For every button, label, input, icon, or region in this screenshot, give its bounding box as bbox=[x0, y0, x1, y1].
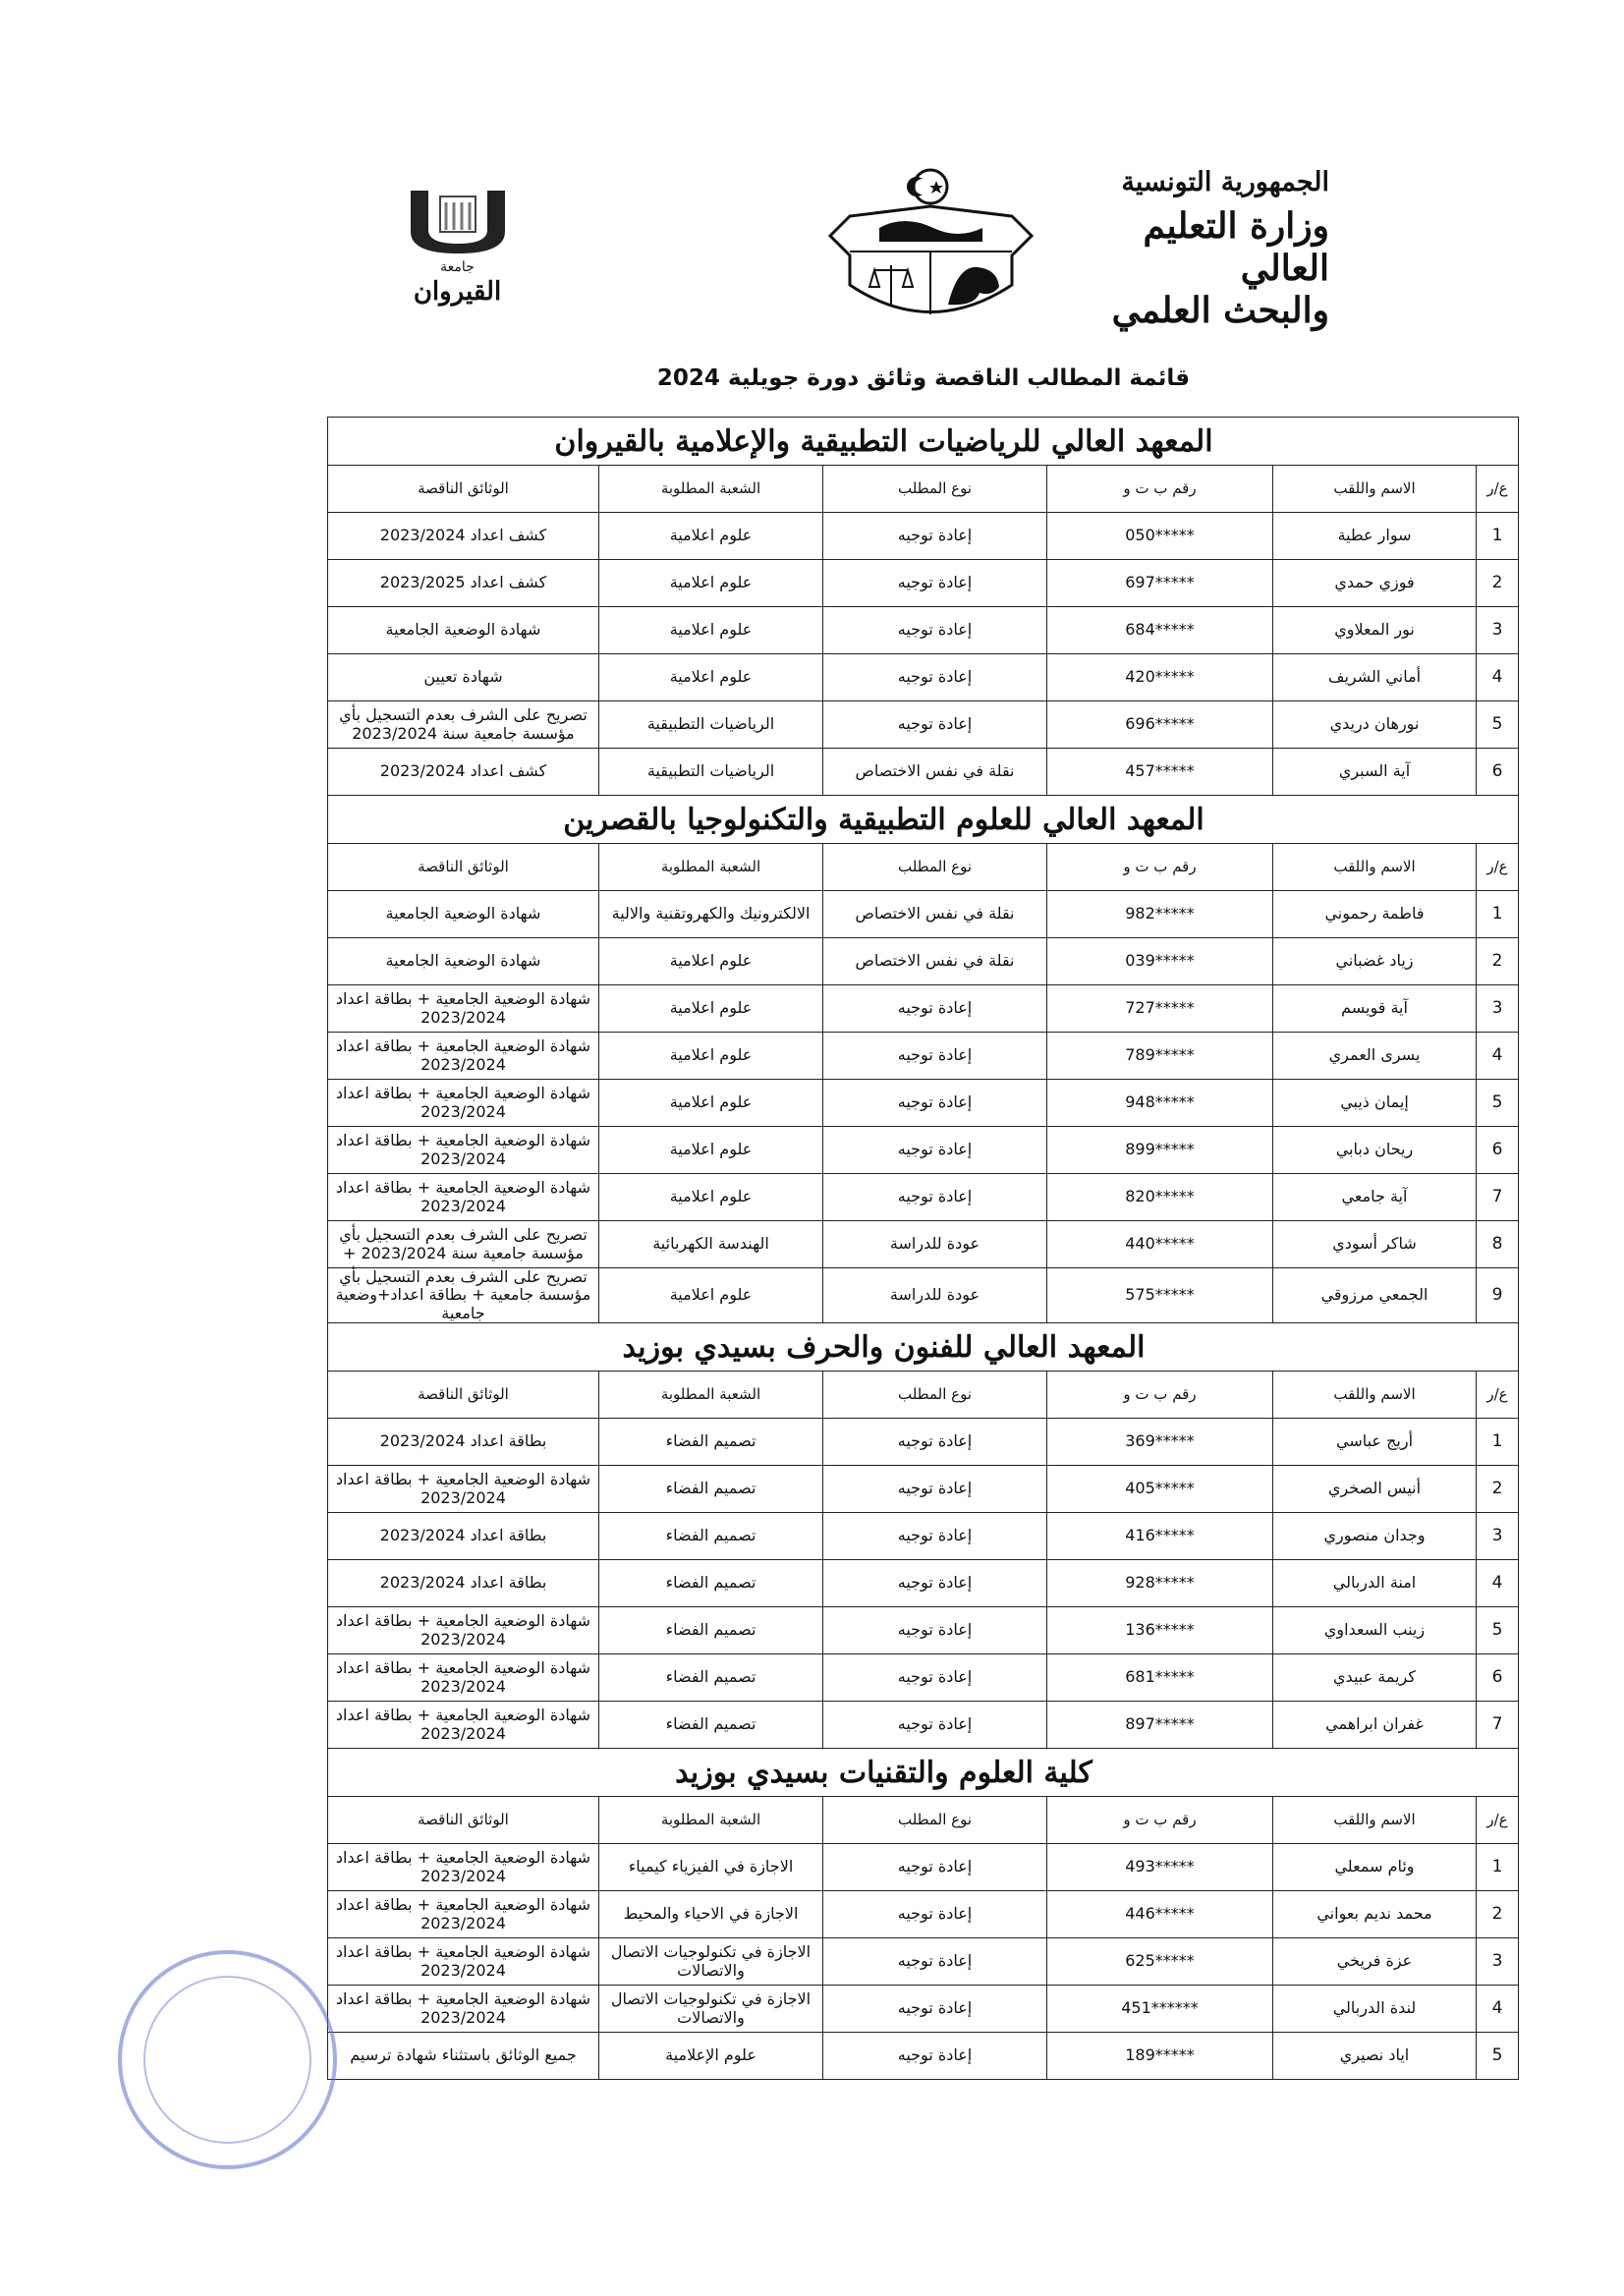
cell-name: ريحان دبابي bbox=[1273, 1127, 1477, 1174]
cell-docs: شهادة الوضعية الجامعية bbox=[327, 891, 598, 938]
cell-id: *****457 bbox=[1047, 749, 1273, 796]
cell-id: *****899 bbox=[1047, 1127, 1273, 1174]
cell-type: إعادة توجيه bbox=[823, 1560, 1047, 1607]
institution-name-text: المعهد العالي للرياضيات التطبيقية والإعلامية بالقيروان bbox=[554, 423, 1213, 459]
table-row bbox=[327, 701, 1518, 749]
cell-docs: شهادة الوضعية الجامعية + بطاقة اعداد 2023/2024 bbox=[327, 1466, 598, 1513]
cell-type: إعادة توجيه bbox=[823, 1419, 1047, 1466]
cell-id: *****420 bbox=[1047, 654, 1273, 701]
column-header-num: ع/ر bbox=[1477, 1372, 1519, 1419]
cell-type: إعادة توجيه bbox=[823, 560, 1047, 607]
column-header-docs: الوثائق الناقصة bbox=[327, 1797, 598, 1844]
cell-name: فاطمة رحموني bbox=[1273, 891, 1477, 938]
cell-name: محمد نديم بعواني bbox=[1273, 1891, 1477, 1938]
cell-docs: تصريح على الشرف بعدم التسجيل بأي مؤسسة جامعية سنة 2023/2024 + bbox=[327, 1221, 598, 1268]
cell-num: 6 bbox=[1477, 1654, 1519, 1702]
column-header-name: الاسم واللقب bbox=[1273, 844, 1477, 891]
official-stamp bbox=[118, 1950, 337, 2169]
cell-branch: تصميم الفضاء bbox=[599, 1702, 823, 1749]
column-header-num: ع/ر bbox=[1477, 466, 1519, 513]
cell-type: إعادة توجيه bbox=[823, 1174, 1047, 1221]
cell-name: نور المعلاوي bbox=[1273, 607, 1477, 654]
cell-id: *****575 bbox=[1047, 1268, 1273, 1323]
cell-type: إعادة توجيه bbox=[823, 1607, 1047, 1654]
cell-branch: علوم اعلامية bbox=[599, 513, 823, 560]
column-header-branch: الشعبة المطلوبة bbox=[599, 1797, 823, 1844]
republic-label: الجمهورية التونسية bbox=[1121, 167, 1329, 197]
cell-name: آية السبري bbox=[1273, 749, 1477, 796]
cell-branch: الرياضيات التطبيقية bbox=[599, 701, 823, 749]
cell-num: 4 bbox=[1477, 1986, 1519, 2033]
cell-type: إعادة توجيه bbox=[823, 2033, 1047, 2080]
requests-sheet bbox=[328, 417, 1519, 2080]
cell-branch: الاجازة في تكنولوجيات الاتصال والاتصالات bbox=[599, 1986, 823, 2033]
cell-docs: شهادة الوضعية الجامعية bbox=[327, 938, 598, 985]
cell-docs: شهادة الوضعية الجامعية + بطاقة اعداد 2023/2024 bbox=[327, 1127, 598, 1174]
cell-id: *****039 bbox=[1047, 938, 1273, 985]
cell-type: نقلة في نفس الاختصاص bbox=[823, 938, 1047, 985]
cell-branch: علوم اعلامية bbox=[599, 1033, 823, 1080]
cell-type: عودة للدراسة bbox=[823, 1221, 1047, 1268]
cell-name: يسرى العمري bbox=[1273, 1033, 1477, 1080]
column-header-type: نوع المطلب bbox=[823, 1797, 1047, 1844]
cell-docs: شهادة الوضعية الجامعية + بطاقة اعداد 2023/2024 bbox=[327, 1938, 598, 1986]
cell-name: الجمعي مرزوقي bbox=[1273, 1268, 1477, 1323]
institution-name bbox=[327, 418, 1518, 466]
cell-id: *****681 bbox=[1047, 1654, 1273, 1702]
table-row bbox=[327, 1513, 1518, 1560]
column-header-type: نوع المطلب bbox=[823, 466, 1047, 513]
column-header-docs: الوثائق الناقصة bbox=[327, 466, 598, 513]
cell-docs: جميع الوثائق باستثناء شهادة ترسيم bbox=[327, 2033, 598, 2080]
cell-type: إعادة توجيه bbox=[823, 1844, 1047, 1891]
table-row bbox=[327, 1938, 1518, 1986]
cell-id: *****440 bbox=[1047, 1221, 1273, 1268]
table-row bbox=[327, 1174, 1518, 1221]
cell-name: غفران ابراهمي bbox=[1273, 1702, 1477, 1749]
cell-branch: علوم اعلامية bbox=[599, 1268, 823, 1323]
cell-type: إعادة توجيه bbox=[823, 985, 1047, 1033]
cell-id: *****696 bbox=[1047, 701, 1273, 749]
cell-type: إعادة توجيه bbox=[823, 1080, 1047, 1127]
column-header-row bbox=[327, 466, 1518, 513]
cell-name: آية قويسم bbox=[1273, 985, 1477, 1033]
table-body bbox=[327, 418, 1518, 2080]
table-row bbox=[327, 560, 1518, 607]
cell-type: إعادة توجيه bbox=[823, 1466, 1047, 1513]
column-header-row bbox=[327, 844, 1518, 891]
cell-name: زياد غضباني bbox=[1273, 938, 1477, 985]
university-name: القيروان bbox=[413, 277, 502, 307]
institution-title-row bbox=[327, 1749, 1518, 1797]
cell-branch: علوم اعلامية bbox=[599, 1127, 823, 1174]
cell-branch: علوم اعلامية bbox=[599, 560, 823, 607]
institution-title-row bbox=[327, 796, 1518, 844]
cell-type: إعادة توجيه bbox=[823, 1654, 1047, 1702]
cell-docs: شهادة الوضعية الجامعية + بطاقة اعداد 2023/2024 bbox=[327, 1033, 598, 1080]
cell-name: اياد نصيري bbox=[1273, 2033, 1477, 2080]
column-header-row bbox=[327, 1797, 1518, 1844]
cell-branch: الاجازة في تكنولوجيات الاتصال والاتصالات bbox=[599, 1938, 823, 1986]
cell-name: وئام سمعلي bbox=[1273, 1844, 1477, 1891]
cell-id: *****369 bbox=[1047, 1419, 1273, 1466]
cell-num: 4 bbox=[1477, 1033, 1519, 1080]
table-row bbox=[327, 1080, 1518, 1127]
cell-docs: شهادة الوضعية الجامعية + بطاقة اعداد 2023/2024 bbox=[327, 1080, 598, 1127]
column-header-num: ع/ر bbox=[1477, 844, 1519, 891]
cell-type: إعادة توجيه bbox=[823, 654, 1047, 701]
column-header-id: رقم ب ت و bbox=[1047, 1372, 1273, 1419]
cell-branch: الالكترونيك والكهروتقنية والالية bbox=[599, 891, 823, 938]
cell-num: 1 bbox=[1477, 1844, 1519, 1891]
document-title: قائمة المطالب الناقصة وثائق دورة جويلية 2024 bbox=[656, 365, 1191, 391]
cell-id: *****625 bbox=[1047, 1938, 1273, 1986]
ministry-line-1: وزارة التعليم العالي bbox=[1143, 205, 1329, 290]
ministry-line-2: والبحث العلمي bbox=[1111, 290, 1329, 332]
cell-num: 7 bbox=[1477, 1174, 1519, 1221]
cell-num: 5 bbox=[1477, 2033, 1519, 2080]
column-header-docs: الوثائق الناقصة bbox=[327, 844, 598, 891]
cell-branch: تصميم الفضاء bbox=[599, 1607, 823, 1654]
column-header-id: رقم ب ت و bbox=[1047, 844, 1273, 891]
cell-num: 7 bbox=[1477, 1702, 1519, 1749]
cell-docs: كشف اعداد 2023/2025 bbox=[327, 560, 598, 607]
cell-num: 4 bbox=[1477, 1560, 1519, 1607]
cell-name: سوار عطية bbox=[1273, 513, 1477, 560]
cell-docs: شهادة تعيين bbox=[327, 654, 598, 701]
cell-num: 5 bbox=[1477, 701, 1519, 749]
cell-num: 9 bbox=[1477, 1268, 1519, 1323]
table-row bbox=[327, 654, 1518, 701]
table-row bbox=[327, 513, 1518, 560]
cell-name: لندة الدربالي bbox=[1273, 1986, 1477, 2033]
cell-num: 3 bbox=[1477, 1513, 1519, 1560]
cell-id: ******451 bbox=[1047, 1986, 1273, 2033]
requests-table bbox=[327, 417, 1519, 2080]
table-row bbox=[327, 1033, 1518, 1080]
institution-name-text: المعهد العالي للفنون والحرف بسيدي بوزيد bbox=[622, 1329, 1146, 1365]
cell-id: *****446 bbox=[1047, 1891, 1273, 1938]
column-header-name: الاسم واللقب bbox=[1273, 1372, 1477, 1419]
table-row bbox=[327, 1466, 1518, 1513]
cell-docs: شهادة الوضعية الجامعية + بطاقة اعداد 2023/2024 bbox=[327, 1891, 598, 1938]
cell-branch: تصميم الفضاء bbox=[599, 1419, 823, 1466]
cell-id: *****697 bbox=[1047, 560, 1273, 607]
column-header-num: ع/ر bbox=[1477, 1797, 1519, 1844]
university-small-label: جامعة bbox=[440, 259, 475, 275]
cell-num: 2 bbox=[1477, 1466, 1519, 1513]
cell-name: امنة الدربالي bbox=[1273, 1560, 1477, 1607]
table-row bbox=[327, 1702, 1518, 1749]
cell-id: *****493 bbox=[1047, 1844, 1273, 1891]
table-row bbox=[327, 1560, 1518, 1607]
cell-name: عزة فريخي bbox=[1273, 1938, 1477, 1986]
cell-type: إعادة توجيه bbox=[823, 1513, 1047, 1560]
cell-num: 2 bbox=[1477, 938, 1519, 985]
stamp-inner-ring bbox=[143, 1976, 311, 2144]
column-header-name: الاسم واللقب bbox=[1273, 466, 1477, 513]
cell-id: *****136 bbox=[1047, 1607, 1273, 1654]
table-row bbox=[327, 1607, 1518, 1654]
column-header-branch: الشعبة المطلوبة bbox=[599, 844, 823, 891]
cell-name: زينب السعداوي bbox=[1273, 1607, 1477, 1654]
table-row bbox=[327, 985, 1518, 1033]
cell-num: 3 bbox=[1477, 607, 1519, 654]
cell-name: إيمان ذيبي bbox=[1273, 1080, 1477, 1127]
column-header-id: رقم ب ت و bbox=[1047, 1797, 1273, 1844]
table-row bbox=[327, 1221, 1518, 1268]
institution-name-text: كلية العلوم والتقنيات بسيدي بوزيد bbox=[675, 1755, 1092, 1790]
cell-id: *****727 bbox=[1047, 985, 1273, 1033]
institution-name-text: المعهد العالي للعلوم التطبيقية والتكنولوجيا بالقصرين bbox=[563, 802, 1204, 837]
table-row bbox=[327, 607, 1518, 654]
institution-title-row bbox=[327, 1323, 1518, 1372]
table-row bbox=[327, 2033, 1518, 2080]
cell-name: أريج عباسي bbox=[1273, 1419, 1477, 1466]
cell-docs: شهادة الوضعية الجامعية + بطاقة اعداد 2023/2024 bbox=[327, 1174, 598, 1221]
coat-of-arms-emblem bbox=[820, 167, 1041, 329]
cell-docs: بطاقة اعداد 2023/2024 bbox=[327, 1419, 598, 1466]
cell-id: *****897 bbox=[1047, 1702, 1273, 1749]
cell-num: 4 bbox=[1477, 654, 1519, 701]
ministry-name bbox=[1084, 205, 1329, 333]
cell-type: إعادة توجيه bbox=[823, 701, 1047, 749]
table-row bbox=[327, 1127, 1518, 1174]
cell-type: إعادة توجيه bbox=[823, 1986, 1047, 2033]
cell-type: إعادة توجيه bbox=[823, 607, 1047, 654]
cell-branch: الاجازة في الفيزياء كيمياء bbox=[599, 1844, 823, 1891]
cell-type: إعادة توجيه bbox=[823, 1033, 1047, 1080]
cell-docs: كشف اعداد 2023/2024 bbox=[327, 513, 598, 560]
cell-id: *****820 bbox=[1047, 1174, 1273, 1221]
table-row bbox=[327, 1419, 1518, 1466]
institution-name bbox=[327, 1323, 1518, 1372]
cell-num: 6 bbox=[1477, 1127, 1519, 1174]
institution-title-row bbox=[327, 418, 1518, 466]
cell-branch: الاجازة في الاحياء والمحيط bbox=[599, 1891, 823, 1938]
cell-num: 8 bbox=[1477, 1221, 1519, 1268]
cell-id: *****789 bbox=[1047, 1033, 1273, 1080]
cell-docs: شهادة الوضعية الجامعية + بطاقة اعداد 2023/2024 bbox=[327, 1654, 598, 1702]
column-header-id: رقم ب ت و bbox=[1047, 466, 1273, 513]
cell-num: 3 bbox=[1477, 1938, 1519, 1986]
cell-name: كريمة عبيدي bbox=[1273, 1654, 1477, 1702]
cell-type: إعادة توجيه bbox=[823, 1702, 1047, 1749]
cell-id: *****684 bbox=[1047, 607, 1273, 654]
cell-branch: تصميم الفضاء bbox=[599, 1560, 823, 1607]
cell-id: *****189 bbox=[1047, 2033, 1273, 2080]
table-row bbox=[327, 891, 1518, 938]
cell-branch: علوم اعلامية bbox=[599, 985, 823, 1033]
table-row bbox=[327, 1654, 1518, 1702]
cell-type: إعادة توجيه bbox=[823, 1891, 1047, 1938]
cell-id: *****928 bbox=[1047, 1560, 1273, 1607]
cell-branch: علوم اعلامية bbox=[599, 1174, 823, 1221]
cell-docs: شهادة الوضعية الجامعية + بطاقة اعداد 2023/2024 bbox=[327, 1702, 598, 1749]
table-row bbox=[327, 1891, 1518, 1938]
cell-num: 1 bbox=[1477, 513, 1519, 560]
cell-num: 5 bbox=[1477, 1607, 1519, 1654]
cell-branch: الهندسة الكهربائية bbox=[599, 1221, 823, 1268]
cell-type: نقلة في نفس الاختصاص bbox=[823, 891, 1047, 938]
cell-docs: تصريح على الشرف بعدم التسجيل بأي مؤسسة جامعية سنة 2023/2024 bbox=[327, 701, 598, 749]
cell-name: آية جامعي bbox=[1273, 1174, 1477, 1221]
column-header-branch: الشعبة المطلوبة bbox=[599, 466, 823, 513]
cell-type: إعادة توجيه bbox=[823, 1938, 1047, 1986]
cell-docs: شهادة الوضعية الجامعية + بطاقة اعداد 2023/2024 bbox=[327, 1844, 598, 1891]
table-row bbox=[327, 1268, 1518, 1323]
cell-branch: علوم اعلامية bbox=[599, 607, 823, 654]
institution-name bbox=[327, 796, 1518, 844]
cell-docs: كشف اعداد 2023/2024 bbox=[327, 749, 598, 796]
cell-num: 2 bbox=[1477, 1891, 1519, 1938]
cell-branch: علوم اعلامية bbox=[599, 1080, 823, 1127]
cell-branch: تصميم الفضاء bbox=[599, 1654, 823, 1702]
column-header-type: نوع المطلب bbox=[823, 1372, 1047, 1419]
cell-id: *****416 bbox=[1047, 1513, 1273, 1560]
cell-name: نورهان دريدي bbox=[1273, 701, 1477, 749]
cell-docs: بطاقة اعداد 2023/2024 bbox=[327, 1560, 598, 1607]
cell-name: أنيس الصخري bbox=[1273, 1466, 1477, 1513]
ministry-header bbox=[1084, 167, 1329, 333]
institution-name bbox=[327, 1749, 1518, 1797]
cell-num: 2 bbox=[1477, 560, 1519, 607]
cell-num: 6 bbox=[1477, 749, 1519, 796]
cell-num: 1 bbox=[1477, 1419, 1519, 1466]
cell-id: *****050 bbox=[1047, 513, 1273, 560]
cell-branch: تصميم الفضاء bbox=[599, 1466, 823, 1513]
cell-docs: شهادة الوضعية الجامعية + بطاقة اعداد 2023/2024 bbox=[327, 985, 598, 1033]
cell-docs: شهادة الوضعية الجامعية + بطاقة اعداد 2023/2024 bbox=[327, 1607, 598, 1654]
cell-name: شاكر أسودي bbox=[1273, 1221, 1477, 1268]
cell-branch: تصميم الفضاء bbox=[599, 1513, 823, 1560]
cell-name: فوزي حمدي bbox=[1273, 560, 1477, 607]
column-header-type: نوع المطلب bbox=[823, 844, 1047, 891]
table-row bbox=[327, 749, 1518, 796]
cell-docs: شهادة الوضعية الجامعية + بطاقة اعداد 2023/2024 bbox=[327, 1986, 598, 2033]
cell-type: نقلة في نفس الاختصاص bbox=[823, 749, 1047, 796]
cell-num: 5 bbox=[1477, 1080, 1519, 1127]
cell-name: وجدان منصوري bbox=[1273, 1513, 1477, 1560]
cell-type: إعادة توجيه bbox=[823, 513, 1047, 560]
column-header-name: الاسم واللقب bbox=[1273, 1797, 1477, 1844]
cell-id: *****982 bbox=[1047, 891, 1273, 938]
university-logo bbox=[371, 187, 543, 305]
cell-id: *****948 bbox=[1047, 1080, 1273, 1127]
cell-num: 1 bbox=[1477, 891, 1519, 938]
cell-id: *****405 bbox=[1047, 1466, 1273, 1513]
cell-docs: شهادة الوضعية الجامعية bbox=[327, 607, 598, 654]
column-header-docs: الوثائق الناقصة bbox=[327, 1372, 598, 1419]
cell-type: عودة للدراسة bbox=[823, 1268, 1047, 1323]
cell-branch: علوم الإعلامية bbox=[599, 2033, 823, 2080]
cell-num: 3 bbox=[1477, 985, 1519, 1033]
column-header-branch: الشعبة المطلوبة bbox=[599, 1372, 823, 1419]
table-row bbox=[327, 1844, 1518, 1891]
cell-type: إعادة توجيه bbox=[823, 1127, 1047, 1174]
cell-branch: علوم اعلامية bbox=[599, 654, 823, 701]
cell-docs: بطاقة اعداد 2023/2024 bbox=[327, 1513, 598, 1560]
cell-branch: علوم اعلامية bbox=[599, 938, 823, 985]
cell-name: أماني الشريف bbox=[1273, 654, 1477, 701]
table-row bbox=[327, 938, 1518, 985]
cell-branch: الرياضيات التطبيقية bbox=[599, 749, 823, 796]
table-row bbox=[327, 1986, 1518, 2033]
column-header-row bbox=[327, 1372, 1518, 1419]
cell-docs: تصريح على الشرف بعدم التسجيل بأي مؤسسة جامعية + بطاقة اعداد+وضعية جامعية bbox=[327, 1268, 598, 1323]
